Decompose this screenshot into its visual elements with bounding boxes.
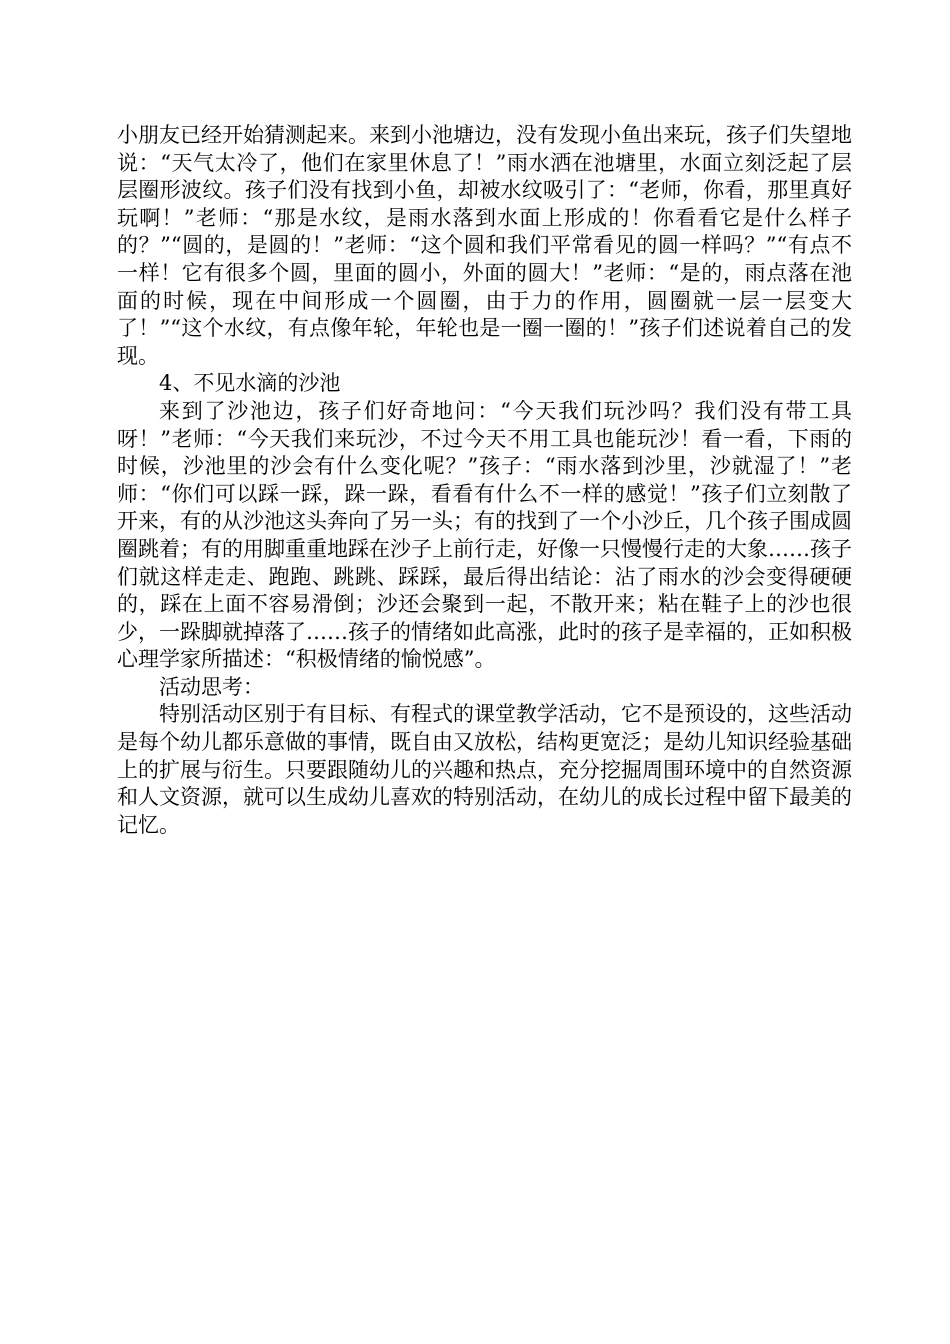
paragraph-pond-ripples: 小朋友已经开始猜测起来。来到小池塘边，没有发现小鱼出来玩，孩子们失望地说：“天气太冷了，他们在家里休息了！”雨水洒在池塘里，水面立刻泛起了层层圈形波纹。孩子们没有找到小鱼，却被水纹吸引了：“老师，你看，那里真好玩啊！”老师：“那是水纹，是雨水落到水面上形成的！你看看它是什么样子的？”“圆的，是圆的！”老师：“这个圆和我们平常看见的圆一样吗？”“有点不一样！它有很多个圆，里面的圆小，外面的圆大！”老师：“是的，雨点落在池面的时候，现在中间形成一个圆圈，由于力的作用，圆圈就一层一层变大了！”“这个水纹，有点像年轮，年轮也是一圈一圈的！”孩子们述说着自己的发现。 [117, 123, 852, 368]
section-heading-sand-pit: 4、不见水滴的沙池 [159, 371, 341, 396]
paragraph-sand-pit: 来到了沙池边，孩子们好奇地问：“今天我们玩沙吗？我们没有带工具呀！”老师：“今天我们来玩沙，不过今天不用工具也能玩沙！看一看，下雨的时候，沙池里的沙会有什么变化呢？”孩子：“雨水落到沙里，沙就湿了！”老师：“你们可以踩一踩，跺一跺，看看有什么不一样的感觉！”孩子们立刻散了开来，有的从沙池这头奔向了另一头；有的找到了一个小沙丘，几个孩子围成圆圈跳着；有的用脚重重地踩在沙子上前行走，好像一只慢慢行走的大象……孩子们就这样走走、跑跑、跳跳、踩踩，最后得出结论：沾了雨水的沙会变得硬硬的，踩在上面不容易滑倒；沙还会聚到一起，不散开来；粘在鞋子上的沙也很少，一跺脚就掉落了……孩子的情绪如此高涨，此时的孩子是幸福的，正如积极心理学家所描述：“积极情绪的愉悦感”。 [117, 398, 852, 672]
document-body [117, 122, 852, 839]
paragraph-reflection: 特别活动区别于有目标、有程式的课堂教学活动，它不是预设的，这些活动是每个幼儿都乐意做的事情，既自由又放松，结构更宽泛；是幼儿知识经验基础上的扩展与衍生。只要跟随幼儿的兴趣和热点，充分挖掘周围环境中的自然资源和人文资源，就可以生成幼儿喜欢的特别活动，在幼儿的成长过程中留下最美的记忆。 [117, 702, 852, 837]
section-heading-reflection: 活动思考： [159, 674, 264, 699]
